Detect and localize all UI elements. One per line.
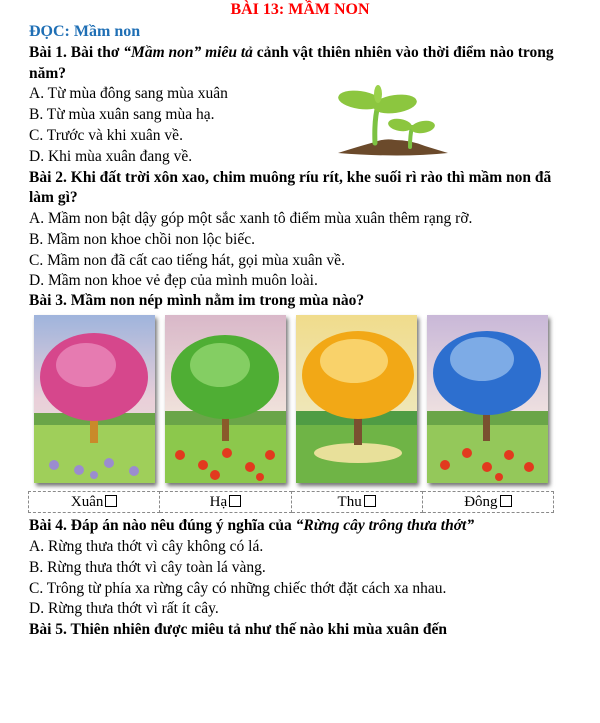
exercise-2-option-a: A. Mầm non bật dậy góp một sắc xanh tô điểm mùa xuân thêm rạng rỡ.	[29, 210, 473, 227]
exercise-1-question: Bài 1. Bài thơ “Mầm non” miêu tả cảnh vật thiên nhiên vào thời điểm nào trong	[29, 44, 554, 61]
exercise-3-question: Bài 3. Mầm non nép mình nằm im trong mùa nào?	[29, 292, 365, 309]
checkbox-icon[interactable]	[229, 495, 241, 507]
reading-subtitle: ĐỌC: Mầm non	[29, 23, 141, 40]
pink-tree-painting	[34, 315, 155, 483]
exercise-1-option-c: C. Trước và khi xuân về.	[29, 127, 183, 144]
exercise-4-question: Bài 4. Đáp án nào nêu đúng ý nghĩa của “Rừng cây trông thưa thớt”	[29, 517, 475, 534]
sprout-illustration	[330, 80, 460, 160]
blue-tree-painting	[427, 315, 548, 483]
exercise-4-option-c: C. Trông từ phía xa rừng cây có những chiếc thớt đặt cách xa nhau.	[29, 580, 447, 597]
season-option-thu[interactable]: Thu	[291, 492, 422, 513]
season-answer-table	[28, 491, 554, 513]
season-option-dong[interactable]: Đông	[422, 492, 553, 513]
season-paintings	[34, 315, 550, 487]
exercise-2-option-d: D. Mầm non khoe vẻ đẹp của mình muôn loài.	[29, 272, 318, 289]
exercise-1-question-cont: năm?	[29, 65, 67, 82]
exercise-4-option-b: B. Rừng thưa thớt vì cây toàn lá vàng.	[29, 559, 266, 576]
green-tree-painting	[165, 315, 286, 483]
checkbox-icon[interactable]	[500, 495, 512, 507]
season-option-ha[interactable]: Hạ	[160, 492, 291, 513]
yellow-tree-painting	[296, 315, 417, 483]
exercise-2-question: Bài 2. Khi đất trời xôn xao, chim muông ríu rít, khe suối rì rào thì mầm non đã	[29, 169, 552, 186]
exercise-1-option-a: A. Từ mùa đông sang mùa xuân	[29, 85, 228, 102]
exercise-1-option-b: B. Từ mùa xuân sang mùa hạ.	[29, 106, 215, 123]
checkbox-icon[interactable]	[105, 495, 117, 507]
exercise-4-option-a: A. Rừng thưa thớt vì cây không có lá.	[29, 538, 264, 555]
exercise-2-question-cont: làm gì?	[29, 189, 78, 206]
exercise-1-option-d: D. Khi mùa xuân đang về.	[29, 148, 193, 165]
checkbox-icon[interactable]	[364, 495, 376, 507]
exercise-2-option-b: B. Mầm non khoe chồi non lộc biếc.	[29, 231, 255, 248]
season-option-xuan[interactable]: Xuân	[29, 492, 160, 513]
exercise-4-option-d: D. Rừng thưa thớt vì rất ít cây.	[29, 600, 219, 617]
exercise-2-option-c: C. Mầm non đã cất cao tiếng hát, gọi mùa xuân về.	[29, 252, 345, 269]
exercise-5-question: Bài 5. Thiên nhiên được miêu tả như thế nào khi mùa xuân đến	[29, 621, 447, 638]
lesson-title: BÀI 13: MẦM NON	[230, 1, 370, 18]
